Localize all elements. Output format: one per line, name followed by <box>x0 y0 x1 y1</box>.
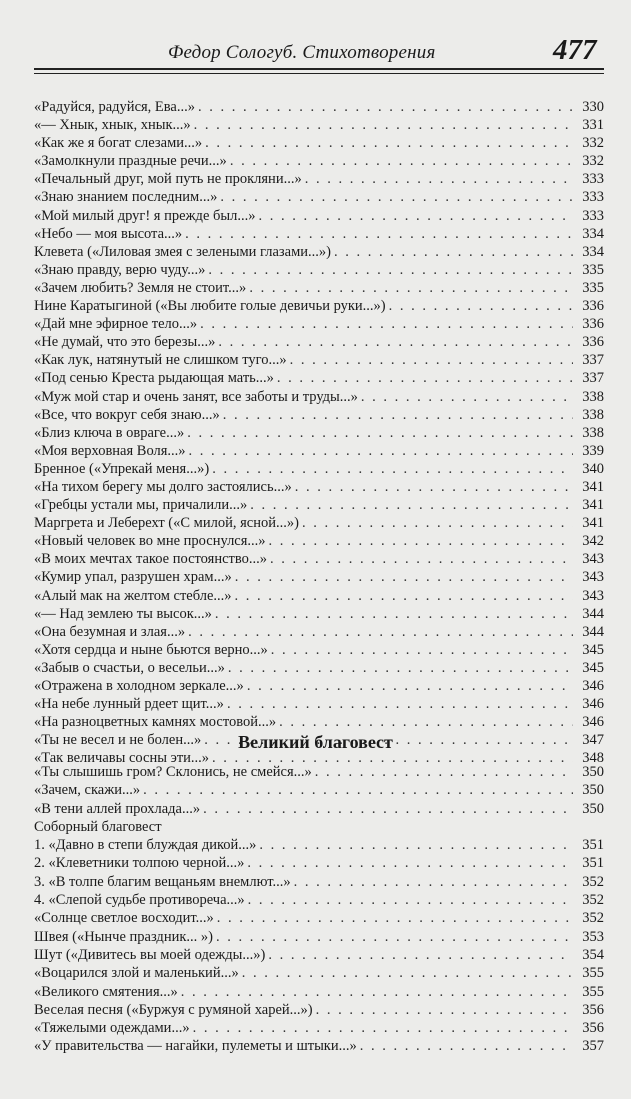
dot-leader <box>188 623 573 641</box>
toc-entry-title: «Воцарился злой и маленький...» <box>34 965 239 982</box>
toc-entry <box>34 279 604 297</box>
toc-entry-title: «Тяжелыми одеждами...» <box>34 1020 190 1037</box>
toc-entry <box>34 623 604 641</box>
toc-entry-page: 335 <box>582 261 604 278</box>
toc-entry <box>34 928 604 946</box>
toc-entry-page: 351 <box>582 837 604 854</box>
toc-entry-title: «Хотя сердца и ныне бьются верно...» <box>34 641 268 658</box>
toc-entry-title: «Ты не весел и не болен...» <box>34 732 202 749</box>
header-rule-thick <box>34 68 604 70</box>
toc-entry-page: 350 <box>582 782 604 799</box>
dot-leader <box>216 928 573 946</box>
dot-leader <box>295 478 573 496</box>
toc-entry-page: 356 <box>582 1001 604 1018</box>
dot-leader <box>294 873 573 891</box>
dot-leader <box>227 695 573 713</box>
dot-leader <box>189 442 573 460</box>
dot-leader <box>361 388 573 406</box>
toc-entry-page: 333 <box>582 189 604 206</box>
toc-entry-page: 356 <box>582 1020 604 1037</box>
toc-entry-page: 344 <box>582 605 604 622</box>
dot-leader <box>212 460 573 478</box>
dot-leader <box>230 152 573 170</box>
toc-entry-page: 350 <box>582 764 604 780</box>
toc-entry-page: 332 <box>582 153 604 170</box>
toc-entry-title: Бренное («Упрекай меня...») <box>34 460 210 477</box>
toc-entry <box>34 1019 604 1037</box>
dot-leader <box>215 605 573 623</box>
toc-entry <box>34 854 604 872</box>
toc-entry <box>34 605 604 623</box>
toc-entry-title: «Зачем, скажи...» <box>34 782 141 799</box>
toc-entry <box>34 763 604 781</box>
toc-entry-page: 352 <box>582 910 604 927</box>
toc-entry-page: 352 <box>582 892 604 909</box>
toc-entry-title: Веселая песня («Буржуя с румяной харей...») <box>34 1001 313 1018</box>
toc-entry-title: Швея («Нынче праздник... ») <box>34 928 213 945</box>
toc-entry-page: 341 <box>582 478 604 495</box>
toc-entry-page: 334 <box>582 225 604 242</box>
toc-entry <box>34 98 604 116</box>
toc-entry-title: Шут («Дивитесь вы моей одежды...») <box>34 946 266 963</box>
toc-entry-page: 330 <box>582 99 604 115</box>
toc-entry <box>34 946 604 964</box>
toc-entry-page: 350 <box>582 800 604 817</box>
toc-entry-page: 338 <box>582 388 604 405</box>
toc-entry <box>34 641 604 659</box>
toc-entry <box>34 188 604 206</box>
toc-entry-page: 338 <box>582 424 604 441</box>
dot-leader <box>302 514 573 532</box>
toc-entry <box>34 388 604 406</box>
toc-entry <box>34 800 604 818</box>
dot-leader <box>277 369 573 387</box>
toc-entry <box>34 442 604 460</box>
toc-entry <box>34 333 604 351</box>
toc-entry <box>34 550 604 568</box>
toc-entry-title: «Мой милый друг! я прежде был...» <box>34 207 256 224</box>
toc-entry-page: 335 <box>582 279 604 296</box>
toc-entry-page: 357 <box>582 1038 604 1055</box>
toc-entry <box>34 369 604 387</box>
toc-entry-title: «Гребцы устали мы, причалили...» <box>34 497 248 514</box>
toc-entry-page: 355 <box>582 983 604 1000</box>
toc-entry <box>34 891 604 909</box>
dot-leader <box>194 116 573 134</box>
toc-entry-title: «Моя верховная Воля...» <box>34 442 186 459</box>
dot-leader <box>250 496 573 514</box>
dot-leader <box>389 297 573 315</box>
toc-entry <box>34 964 604 982</box>
dot-leader <box>193 1019 573 1037</box>
toc-entry <box>34 677 604 695</box>
toc-entry-page: 343 <box>582 551 604 568</box>
dot-leader <box>315 763 573 781</box>
toc-list-section-1 <box>34 98 604 767</box>
header-rule-thin <box>34 73 604 74</box>
toc-entry-page: 343 <box>582 569 604 586</box>
toc-entry-page: 355 <box>582 965 604 982</box>
dot-leader <box>223 406 573 424</box>
dot-leader <box>268 946 573 964</box>
toc-entry <box>34 170 604 188</box>
toc-entry <box>34 207 604 225</box>
toc-entry-page: 339 <box>582 442 604 459</box>
toc-entry-title: «Все, что вокруг себя знаю...» <box>34 406 220 423</box>
toc-entry <box>34 152 604 170</box>
toc-entry-title: «Как лук, натянутый не слишком туго...» <box>34 352 287 369</box>
toc-entry-title: «Солнце светлое восходит...» <box>34 910 214 927</box>
toc-entry-title: «Отражена в холодном зеркале...» <box>34 678 244 694</box>
toc-entry <box>34 1037 604 1055</box>
dot-leader <box>290 351 573 369</box>
toc-entry-page: 343 <box>582 587 604 604</box>
toc-entry-page: 348 <box>582 750 604 767</box>
toc-entry-title: «Она безумная и злая...» <box>34 623 186 640</box>
toc-entry-title: «Алый мак на желтом стебле...» <box>34 587 232 604</box>
toc-entry-title: 3. «В толпе благим вещаньям внемлют...» <box>34 873 291 890</box>
dot-leader <box>269 532 573 550</box>
dot-leader <box>143 781 573 799</box>
toc-entry <box>34 659 604 677</box>
toc-entry-title: «Не думай, что это березы...» <box>34 334 216 351</box>
toc-entry-page: 336 <box>582 334 604 351</box>
toc-entry-title: «Под сенью Креста рыдающая мать...» <box>34 370 274 387</box>
toc-entry-page: 333 <box>582 171 604 188</box>
dot-leader <box>203 800 573 818</box>
toc-entry-page: 344 <box>582 623 604 640</box>
toc-entry <box>34 315 604 333</box>
toc-entry-title: «В тени аллей прохлада...» <box>34 800 201 817</box>
toc-entry <box>34 406 604 424</box>
toc-entry-page: 345 <box>582 659 604 676</box>
toc-entry-page: 334 <box>582 243 604 260</box>
dot-leader <box>187 424 573 442</box>
dot-leader <box>198 98 573 116</box>
toc-entry-title: «Муж мой стар и очень занят, все заботы и труды...» <box>34 388 358 405</box>
toc-entry <box>34 243 604 261</box>
toc-entry-title: «На разноцветных камнях мостовой...» <box>34 714 277 731</box>
toc-entry <box>34 587 604 605</box>
toc-list-section-2 <box>34 763 604 1056</box>
toc-entry <box>34 478 604 496</box>
toc-entry <box>34 836 604 854</box>
dot-leader <box>258 207 573 225</box>
toc-entry-title: «На небе лунный рдеет щит...» <box>34 696 224 713</box>
dot-leader <box>208 261 573 279</box>
toc-entry-page: 352 <box>582 873 604 890</box>
toc-entry <box>34 134 604 152</box>
toc-entry <box>34 351 604 369</box>
toc-entry-page: 338 <box>582 406 604 423</box>
dot-leader <box>259 836 573 854</box>
toc-entry-page: 340 <box>582 460 604 477</box>
dot-leader <box>247 677 573 695</box>
toc-entry-page: 341 <box>582 515 604 532</box>
dot-leader <box>228 659 573 677</box>
toc-entry-title: «Знаю знанием последним...» <box>34 189 218 206</box>
dot-leader <box>247 854 573 872</box>
toc-entry-title: «Зачем любить? Земля не стоит...» <box>34 279 247 296</box>
dot-leader <box>185 225 573 243</box>
dot-leader <box>316 1001 573 1019</box>
dot-leader <box>279 713 573 731</box>
toc-entry-title: «Близ ключа в овраге...» <box>34 424 185 441</box>
dot-leader <box>181 983 573 1001</box>
dot-leader <box>200 315 573 333</box>
toc-entry <box>34 261 604 279</box>
dot-leader <box>217 909 573 927</box>
toc-entry-title: «Печальный друг, мой путь не прокляни...» <box>34 171 302 188</box>
toc-entry-title: «На тихом берегу мы долго застоялись...» <box>34 478 292 495</box>
dot-leader <box>205 134 573 152</box>
toc-entry <box>34 532 604 550</box>
dot-leader <box>271 641 573 659</box>
toc-entry-page: 331 <box>582 117 604 134</box>
toc-entry-title: «Забыв о счастьи, о весельи...» <box>34 659 225 676</box>
toc-entry <box>34 460 604 478</box>
toc-entry <box>34 695 604 713</box>
toc-entry-page: 337 <box>582 352 604 369</box>
toc-entry-title: 1. «Давно в степи блуждая дикой...» <box>34 837 257 854</box>
toc-entry <box>34 781 604 799</box>
toc-entry-title: «У правительства — нагайки, пулеметы и штыки...» <box>34 1038 357 1055</box>
toc-entry-page: 351 <box>582 855 604 872</box>
toc-entry-page: 347 <box>582 732 604 749</box>
toc-entry <box>34 873 604 891</box>
toc-entry-title: «Новый человек во мне проснулся...» <box>34 533 266 550</box>
toc-entry-page: 346 <box>582 696 604 713</box>
toc-entry <box>34 496 604 514</box>
toc-entry-title: «Ты слышишь гром? Склонись, не смейся...» <box>34 764 312 780</box>
toc-entry <box>34 568 604 586</box>
toc-entry-title: «Дай мне эфирное тело...» <box>34 316 198 333</box>
toc-entry-page: 354 <box>582 946 604 963</box>
page-number: 477 <box>553 34 597 66</box>
dot-leader <box>218 333 573 351</box>
toc-entry <box>34 297 604 315</box>
toc-entry-page: 333 <box>582 207 604 224</box>
toc-entry <box>34 818 604 836</box>
toc-entry-title: Клевета («Лиловая змея с зелеными глазами...») <box>34 243 331 260</box>
toc-entry <box>34 424 604 442</box>
toc-entry-page: 337 <box>582 370 604 387</box>
toc-entry <box>34 1001 604 1019</box>
toc-entry-title: 2. «Клеветники толпою черной...» <box>34 855 245 872</box>
toc-entry-page: 336 <box>582 298 604 315</box>
toc-entry <box>34 116 604 134</box>
dot-leader <box>235 568 573 586</box>
toc-entry <box>34 983 604 1001</box>
toc-entry-title: «Радуйся, радуйся, Ева...» <box>34 99 195 115</box>
toc-entry-title: «Знаю правду, верю чуду...» <box>34 261 206 278</box>
dot-leader <box>305 170 573 188</box>
toc-entry-page: 342 <box>582 533 604 550</box>
running-title: Федор Сологуб. Стихотворения <box>168 42 436 63</box>
dot-leader <box>235 587 573 605</box>
toc-entry <box>34 514 604 532</box>
toc-entry-title: «Небо — моя высота...» <box>34 225 183 242</box>
toc-entry <box>34 225 604 243</box>
toc-entry-title: «Как же я богат слезами...» <box>34 135 203 152</box>
toc-entry-title: «Кумир упал, разрушен храм...» <box>34 569 232 586</box>
toc-entry-title: 4. «Слепой судьбе противореча...» <box>34 892 245 909</box>
dot-leader <box>248 891 573 909</box>
dot-leader <box>249 279 573 297</box>
page-header <box>0 0 631 76</box>
toc-entry-title: «— Над землею ты высок...» <box>34 605 212 622</box>
toc-entry-title: Нине Каратыгиной («Вы любите голые девичьи руки...») <box>34 298 386 315</box>
dot-leader <box>360 1037 573 1055</box>
toc-entry <box>34 909 604 927</box>
toc-entry-page: 341 <box>582 497 604 514</box>
toc-entry-page: 353 <box>582 928 604 945</box>
dot-leader <box>334 243 573 261</box>
dot-leader <box>270 550 573 568</box>
toc-entry-page: 332 <box>582 135 604 152</box>
toc-entry-title: Маргрета и Леберехт («С милой, ясной...») <box>34 515 299 532</box>
toc-entry-page: 345 <box>582 641 604 658</box>
toc-entry-title: Соборный благовест <box>34 818 162 835</box>
toc-entry-title: «Великого смятения...» <box>34 983 178 1000</box>
toc-entry-title: «В моих мечтах такое постоянство...» <box>34 551 267 568</box>
toc-entry-page: 346 <box>582 714 604 731</box>
toc-entry-page: 346 <box>582 678 604 694</box>
toc-entry-title: «Так величавы сосны эти...» <box>34 750 210 767</box>
toc-entry <box>34 713 604 731</box>
toc-entry-title: «— Хнык, хнык, хнык...» <box>34 117 191 134</box>
section-heading: Великий благовест <box>238 732 393 752</box>
toc-entry-title: «Замолкнули праздные речи...» <box>34 153 227 170</box>
toc-entry-page: 336 <box>582 316 604 333</box>
dot-leader <box>220 188 573 206</box>
dot-leader <box>242 964 573 982</box>
